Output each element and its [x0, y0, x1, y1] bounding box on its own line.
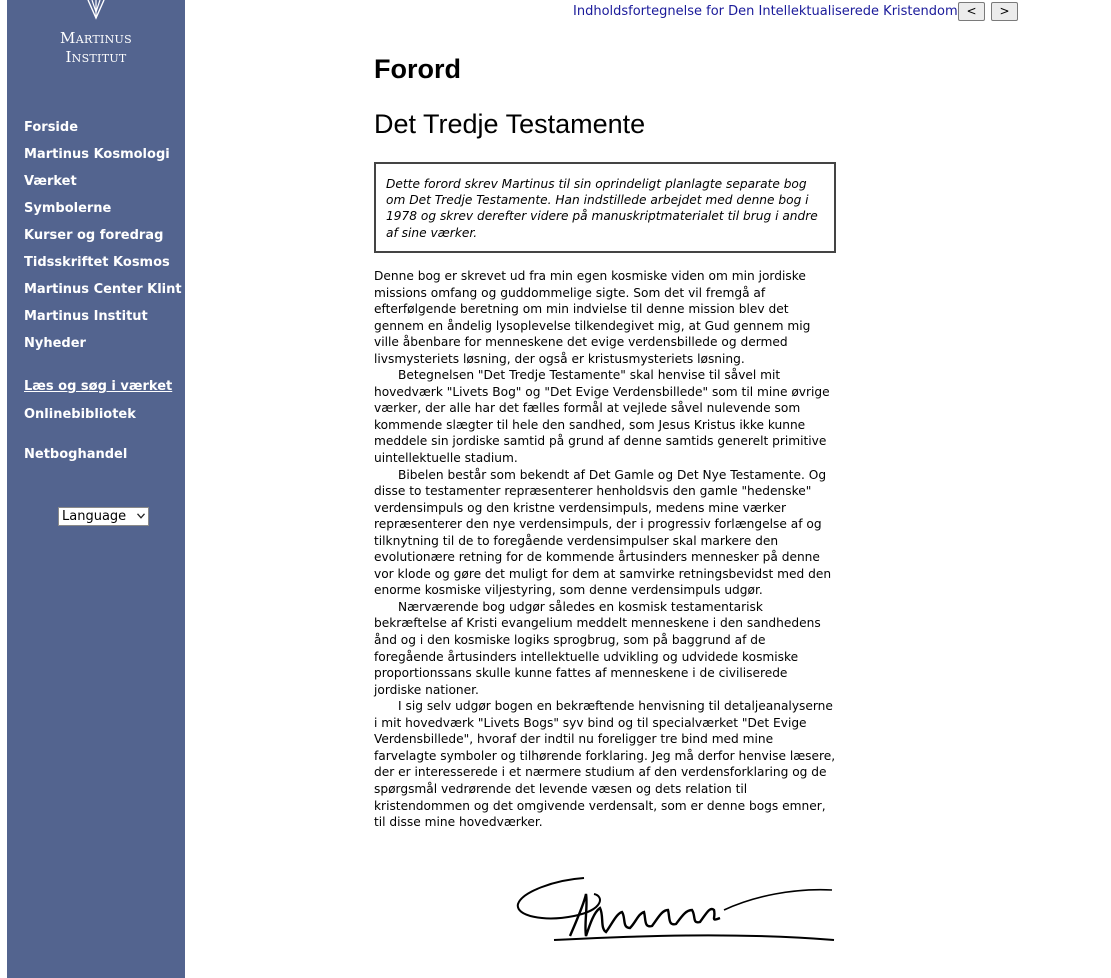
nav-item-martinus-kosmologi[interactable]: Martinus Kosmologi — [24, 147, 170, 162]
previous-page-button[interactable]: < — [958, 2, 985, 21]
shop-nav — [24, 441, 127, 468]
chevron-down-icon — [137, 513, 145, 519]
nav-item-martinus-center-klint[interactable]: Martinus Center Klint — [24, 282, 182, 297]
toc-link[interactable]: Indholdsfortegnelse for Den Intellektualiserede Kristendom — [573, 4, 958, 19]
paragraph: Denne bog er skrevet ud fra min egen kosmiske viden om min jordiske missions omfang og guddommelige sigte. Som det vil fremgå af efterfølgende beretning om min indvielse til denne mission blev det gennem en åndelig lysoplevelse tilkendegivet mig, at Gud gennem mig ville åbenbare for menneskene det evige verdensbillede og dermed livsmysteriets løsning, der også er kristusmysteriets løsning. — [374, 269, 811, 366]
language-select-value: Language — [62, 509, 127, 524]
nav-item-laes-og-soeg[interactable]: Læs og søg i værket — [24, 379, 173, 394]
sidebar — [7, 0, 185, 978]
signature-icon — [514, 866, 838, 950]
nav-item-kurser-og-foredrag[interactable]: Kurser og foredrag — [24, 228, 164, 243]
logo-text — [7, 29, 185, 67]
paragraph: Bibelen består som bekendt af Det Gamle og Det Nye Testamente. Og disse to testamenter repræsenterer henholdsvis den gamle "hedenske" verdensimpuls og den kristne verdensimpuls, medens mine værker repræsenterer den nye verdensimpuls, der i progressiv forlængelse af og tilknytning til de to foregående verdensimpulser skal markere den evolutionære retning for de kommende årtusinders mennesker på denne vor klode og gøre det muligt for dem at samvirke retningsbevidst med den enorme kosmiske viljestyring, som denne verdensimpuls udgør. — [374, 467, 832, 598]
logo[interactable] — [7, 0, 185, 80]
nav-item-martinus-institut[interactable]: Martinus Institut — [24, 309, 148, 324]
main-nav — [24, 114, 182, 357]
paragraph: Betegnelsen "Det Tredje Testamente" skal henvise til såvel mit hovedværk "Livets Bog" og "Det Evige Verdensbillede" som til mine øvrige værker, der alle har det fælles formål at vejlede såvel nulevende som kommende slægter til hele den sandhed, som Jesus Kristus ikke kunne meddele sin jordiske samtid på grund af denne samtids generelt primitive uintellektuelle stadium. — [374, 368, 830, 466]
paragraph: I sig selv udgør bogen en bekræftende henvisning til detaljeanalyserne i mit hovedværk "Livets Bogs" syv bind og til specialværket "Det Evige Verdensbillede", hvoraf der indtil nu foreligger tre bind med mine farvelagte symboler og tilhørende forklaring. Jeg må derfor henvise læsere, der er interesserede i et nærmere studium af den verdensforklaring og de spørgsmål vedrørende det levende væsen og dets relation til kristendommen og det omgivende verdensalt, som er denne bogs emner, til disse mine hovedværker. — [374, 699, 836, 830]
article-body — [374, 268, 836, 831]
secondary-nav — [24, 373, 172, 429]
nav-item-vaerket[interactable]: Værket — [24, 174, 77, 189]
top-bar — [573, 3, 958, 21]
logo-line-2: Institut — [65, 48, 127, 66]
paragraph: Nærværende bog udgør således en kosmisk testamentarisk bekræftelse af Kristi evangelium meddelt menneskene i den sandhedens ånd og i den kosmiske logiks sprogbrug, som på baggrund af de foregående årtusinders intellektuelle udvikling og udvidede kosmiske proportionssans skulle kunne fattes af menneskene i de civiliserede jordiske nationer. — [374, 599, 821, 697]
page-title: Forord — [374, 54, 461, 84]
nav-item-netboghandel[interactable]: Netboghandel — [24, 447, 128, 462]
nav-item-onlinebibliotek[interactable]: Onlinebibliotek — [24, 407, 136, 422]
logo-line-1: Martinus — [60, 29, 132, 47]
article — [374, 52, 836, 830]
nav-item-nyheder[interactable]: Nyheder — [24, 336, 86, 351]
nav-item-forside[interactable]: Forside — [24, 120, 79, 135]
next-page-button[interactable]: > — [991, 2, 1018, 21]
intro-note: Dette forord skrev Martinus til sin oprindeligt planlagte separate bog om Det Tredje Testamente. Han indstillede arbejdet med denne bog i 1978 og skrev derefter videre på manuskriptmaterialet til brug i andre af sine værker. — [374, 162, 836, 253]
language-select[interactable] — [58, 507, 149, 526]
nav-item-tidsskriftet-kosmos[interactable]: Tidsskriftet Kosmos — [24, 255, 170, 270]
page-subtitle: Det Tredje Testamente — [374, 109, 646, 139]
martinus-logo-icon — [84, 0, 108, 20]
nav-item-symbolerne[interactable]: Symbolerne — [24, 201, 112, 216]
